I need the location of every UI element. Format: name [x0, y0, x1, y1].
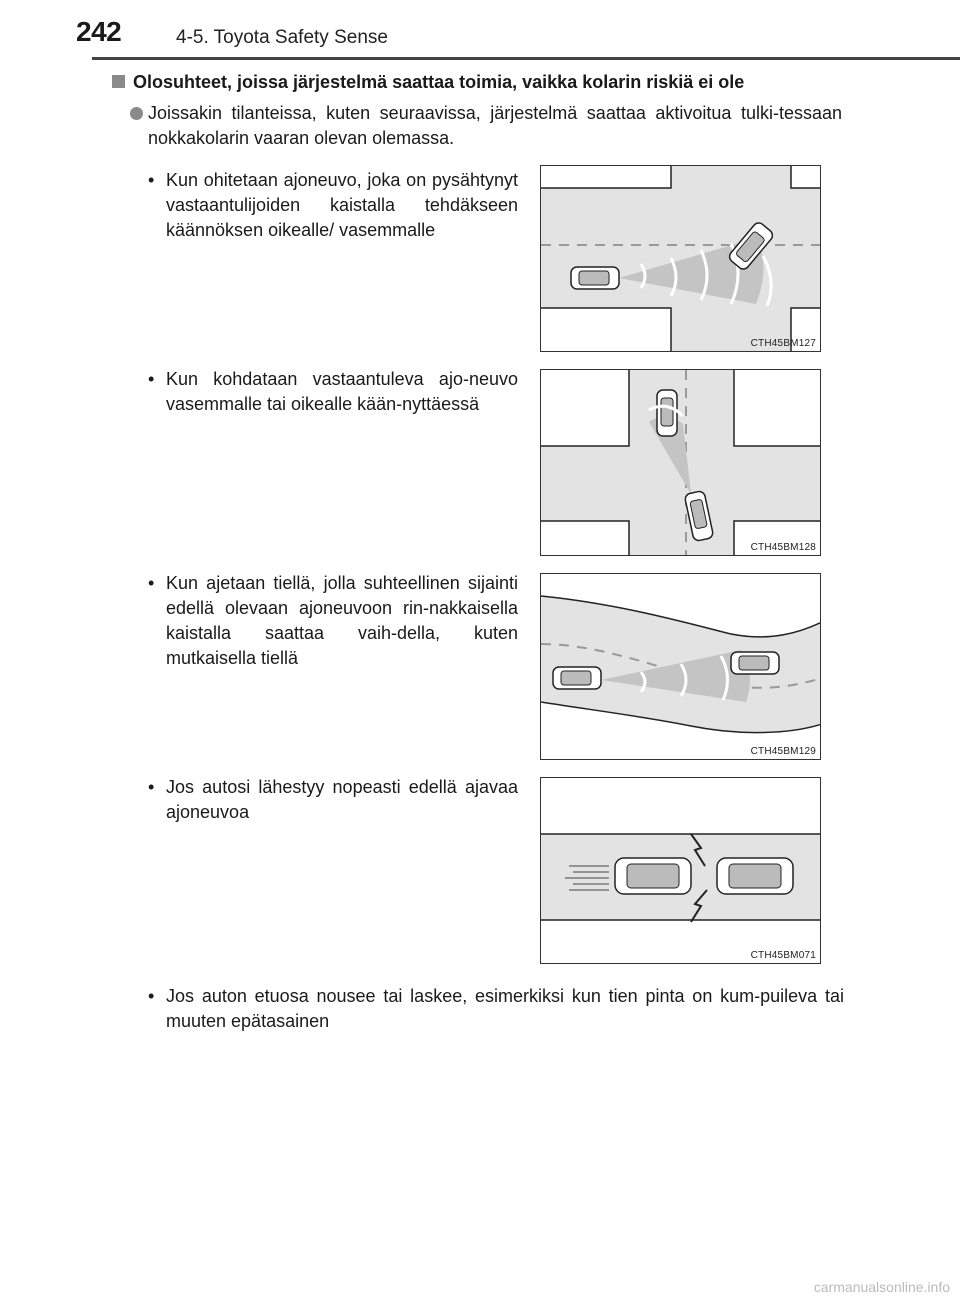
- header-rule: [92, 57, 960, 60]
- bullet-item: [148, 984, 844, 1034]
- crossroad-illustration: [541, 370, 821, 556]
- bullet-text: Kun ohitetaan ajoneuvo, joka on pysähtynyt vastaantulijoiden kaistalla tehdäkseen käännöksen oikealle/ vasemmalle: [166, 170, 518, 240]
- curved-road-illustration: [541, 574, 821, 760]
- figure-rapid-approach: [540, 777, 821, 964]
- bullet-text: Jos auton etuosa nousee tai laskee, esimerkiksi kun tien pinta on kum-puileva tai muuten epätasainen: [166, 986, 844, 1031]
- bullet-text: Kun kohdataan vastaantuleva ajo-neuvo vasemmalle tai oikealle kään-nyttäessä: [166, 369, 518, 414]
- section-heading: [112, 72, 744, 93]
- figure-oncoming-vehicle-turn: [540, 369, 821, 556]
- bullet-text: Jos autosi lähestyy nopeasti edellä ajavaa ajoneuvoa: [166, 777, 518, 822]
- bullet-item: [148, 367, 518, 417]
- intro-text: Joissakin tilanteissa, kuten seuraavissa, järjestelmä saattaa aktivoitua tulki-tessaan nokkakolarin vaaran olevan olemassa.: [148, 103, 842, 148]
- bullet-item: [148, 775, 518, 825]
- square-bullet-icon: [112, 75, 125, 88]
- figure-curved-road: [540, 573, 821, 760]
- bullet-mark: •: [148, 170, 155, 190]
- bullet-item: [148, 571, 518, 671]
- figure-code: CTH45BM071: [750, 950, 816, 961]
- heading-text: Olosuhteet, joissa järjestelmä saattaa toimia, vaikka kolarin riskiä ei ole: [133, 72, 745, 92]
- circle-bullet-icon: [130, 107, 143, 120]
- section-title: 4-5. Toyota Safety Sense: [176, 27, 388, 48]
- bullet-item: [148, 168, 518, 243]
- footer-watermark: carmanualsonline.info: [813, 1279, 950, 1295]
- intersection-illustration: [541, 166, 821, 352]
- bullet-mark: •: [148, 986, 155, 1006]
- figure-code: CTH45BM128: [750, 542, 816, 553]
- figure-code: CTH45BM129: [750, 746, 816, 757]
- figure-code: CTH45BM127: [750, 338, 816, 349]
- rapid-approach-illustration: [541, 778, 821, 964]
- page-number: 242: [76, 16, 122, 47]
- bullet-mark: •: [148, 777, 155, 797]
- bullet-mark: •: [148, 573, 155, 593]
- bullet-text: Kun ajetaan tiellä, jolla suhteellinen sijainti edellä olevaan ajoneuvoon rin-nakkaisella kaistalla saattaa vaih-della, kuten mutkaisella tiellä: [166, 573, 518, 668]
- figure-overtaking-turning-vehicle: [540, 165, 821, 352]
- bullet-mark: •: [148, 369, 155, 389]
- intro-paragraph: [130, 101, 842, 151]
